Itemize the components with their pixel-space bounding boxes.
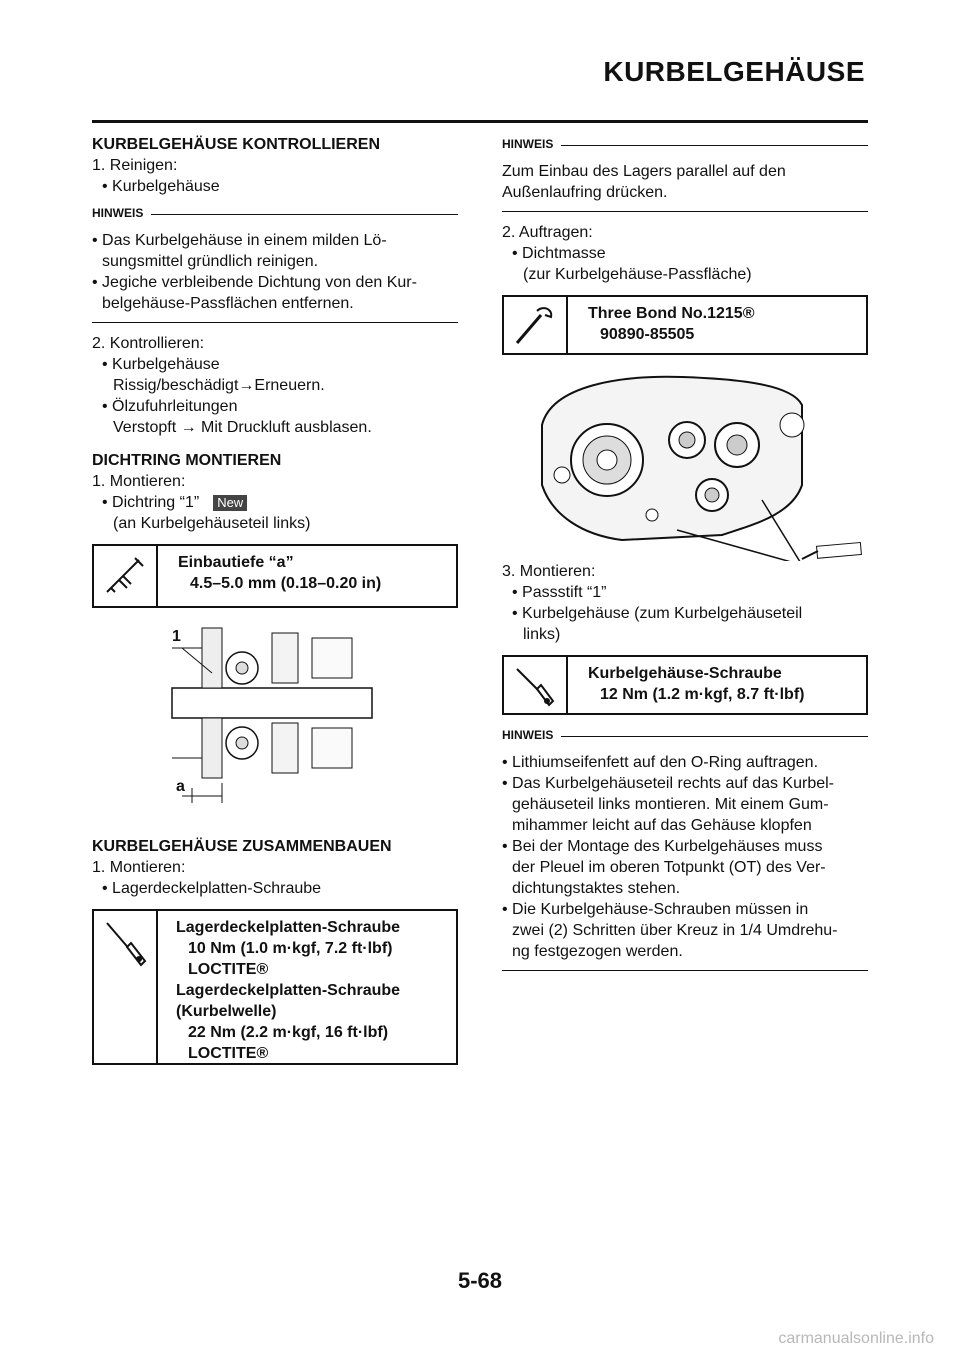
step-apply: 2. Auftragen: xyxy=(502,224,593,241)
note-line: • Jegiche verbleibende Dichtung von den Kur- xyxy=(92,274,417,291)
note-line: dichtungstaktes stehen. xyxy=(512,880,681,897)
step-install: 1. Montieren: xyxy=(92,473,186,490)
bullet-sub: (zur Kurbelgehäuse-Passfläche) xyxy=(523,266,752,283)
note-end-rule xyxy=(502,211,868,212)
spec-value: LOCTITE® xyxy=(188,1045,269,1062)
spec-box-bolt xyxy=(502,655,868,715)
torque-wrench-icon xyxy=(101,917,149,971)
note-line: ng festgezogen werden. xyxy=(512,943,683,960)
spec-box-sealant xyxy=(502,295,868,355)
figure-label-a: a xyxy=(176,778,185,795)
spec-value: 4.5–5.0 mm (0.18–0.20 in) xyxy=(190,575,382,592)
section-title-check: KURBELGEHÄUSE KONTROLLIEREN xyxy=(92,136,381,153)
new-badge: New xyxy=(213,495,247,511)
bullet-sub: Rissig/beschädigt→Erneuern. xyxy=(113,377,325,394)
page-number: 5-68 xyxy=(457,1268,503,1293)
sealant-tool-icon xyxy=(511,303,559,349)
bullet-crankcase: • Kurbelgehäuse xyxy=(102,178,220,195)
note-line: belgehäuse-Passflächen entfernen. xyxy=(102,295,354,312)
note-line: der Pleuel im oberen Totpunkt (OT) des Ver- xyxy=(512,859,826,876)
figure-label-1: 1 xyxy=(172,628,181,645)
spec-title: Kurbelgehäuse-Schraube xyxy=(588,665,782,682)
note-line: Außenlaufring drücken. xyxy=(502,184,668,201)
spec-title: (Kurbelwelle) xyxy=(176,1003,277,1020)
bullet-crankcase: • Kurbelgehäuse (zum Kurbelgehäuseteil xyxy=(512,605,803,622)
bullet-sealant: • Dichtmasse xyxy=(512,245,606,262)
spec-value: 22 Nm (2.2 m·kgf, 16 ft·lbf) xyxy=(188,1024,389,1041)
note-header: HINWEIS xyxy=(502,134,868,155)
torque-wrench-icon xyxy=(511,663,559,709)
bullet-crankcase: • Kurbelgehäuse xyxy=(102,356,220,373)
spec-value: 10 Nm (1.0 m·kgf, 7.2 ft·lbf) xyxy=(188,940,393,957)
crankcase-illustration xyxy=(502,365,868,561)
spec-title: Einbautiefe “a” xyxy=(178,554,294,571)
bullet-dowel: • Passstift “1” xyxy=(512,584,607,601)
spec-value: 12 Nm (1.2 m·kgf, 8.7 ft·lbf) xyxy=(600,686,805,703)
note-header: HINWEIS xyxy=(92,203,458,224)
bullet-oil-lines: • Ölzufuhrleitungen xyxy=(102,398,238,415)
section-title-assemble: KURBELGEHÄUSE ZUSAMMENBAUEN xyxy=(92,838,392,855)
note-end-rule xyxy=(92,322,458,323)
page-header-title: KURBELGEHÄUSE xyxy=(603,56,865,87)
spec-box-torque xyxy=(92,909,458,1065)
note-line: • Lithiumseifenfett auf den O-Ring auftragen. xyxy=(502,754,819,771)
spec-title: Three Bond No.1215® xyxy=(588,305,755,322)
note-line: • Das Kurbelgehäuseteil rechts auf das Kurbel- xyxy=(502,775,835,792)
spec-value: 90890-85505 xyxy=(600,326,695,343)
note-line: • Die Kurbelgehäuse-Schrauben müssen in xyxy=(502,901,809,918)
note-end-rule xyxy=(502,970,868,971)
seal-cross-section-figure xyxy=(162,618,392,818)
watermark: carmanualsonline.info xyxy=(778,1330,934,1347)
bullet-sub: links) xyxy=(523,626,561,643)
spec-box-depth xyxy=(92,544,458,608)
note-line: gehäuseteil links montieren. Mit einem Gum- xyxy=(512,796,829,813)
note-line: • Bei der Montage des Kurbelgehäuses muss xyxy=(502,838,823,855)
bullet-sub: Verstopft → Mit Druckluft ausblasen. xyxy=(113,419,372,436)
note-header: HINWEIS xyxy=(502,725,868,746)
note-line: mihammer leicht auf das Gehäuse klopfen xyxy=(512,817,812,834)
step-inspect: 2. Kontrollieren: xyxy=(92,335,205,352)
spec-value: LOCTITE® xyxy=(188,961,269,978)
bullet-bolt: • Lagerdeckelplatten-Schraube xyxy=(102,880,322,897)
header-rule xyxy=(92,120,868,123)
right-column xyxy=(502,134,868,981)
bullet-seal: • Dichtring “1” New xyxy=(92,492,458,513)
crankcase-figure xyxy=(502,365,868,561)
note-line: • Das Kurbelgehäuse in einem milden Lö- xyxy=(92,232,387,249)
step-clean: 1. Reinigen: xyxy=(92,157,178,174)
seal-figure xyxy=(162,618,458,818)
note-line: Zum Einbau des Lagers parallel auf den xyxy=(502,163,786,180)
left-column xyxy=(92,134,458,1075)
caliper-icon xyxy=(101,552,149,600)
note-line: zwei (2) Schritten über Kreuz in 1/4 Umdrehu- xyxy=(512,922,838,939)
step-install: 3. Montieren: xyxy=(502,563,596,580)
spec-title: Lagerdeckelplatten-Schraube xyxy=(176,919,401,936)
section-title-seal: DICHTRING MONTIEREN xyxy=(92,452,282,469)
bullet-sub: (an Kurbelgehäuseteil links) xyxy=(113,515,311,532)
spec-title: Lagerdeckelplatten-Schraube xyxy=(176,982,401,999)
step-install: 1. Montieren: xyxy=(92,859,186,876)
note-line: sungsmittel gründlich reinigen. xyxy=(102,253,319,270)
